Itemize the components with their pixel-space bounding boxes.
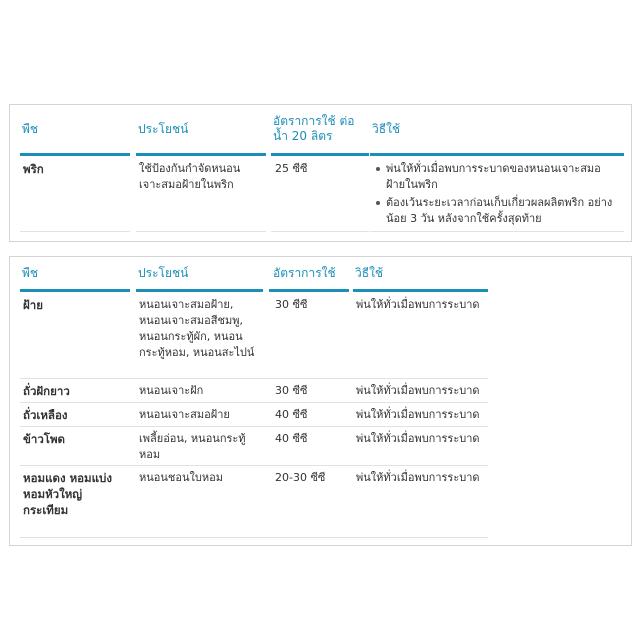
header-underline xyxy=(136,153,266,156)
table-cell-benefit: หนอนชอนใบหอม xyxy=(139,471,223,484)
table-cell-crop: ถั่วฝักยาว xyxy=(23,384,70,398)
table-cell-crop: ถั่วเหลือง xyxy=(23,408,68,422)
header-method: วิธีใช้ xyxy=(355,266,384,280)
method-item: ต้องเว้นระยะเวลาก่อนเก็บเกี่ยวผลผลิตพริก อย่างน้อย 3 วัน หลังจากใช้ครั้งสุดท้าย xyxy=(386,195,616,227)
row-divider xyxy=(271,231,369,232)
header-rate: อัตราการใช้ ต่อน้ำ 20 ลิตร xyxy=(273,114,355,143)
header-underline xyxy=(20,153,130,156)
header-underline xyxy=(271,153,369,156)
header-crop: พืช xyxy=(22,266,39,280)
row-divider xyxy=(20,537,488,538)
method-item: พ่นให้ทั่วเมื่อพบการระบาดของหนอนเจาะสมอฝ้ายในพริก xyxy=(386,161,616,193)
table-cell-method: พ่นให้ทั่วเมื่อพบการระบาด xyxy=(356,384,480,397)
header-benefit: ประโยชน์ xyxy=(138,122,189,136)
header-underline xyxy=(269,289,349,292)
usage-table-crops xyxy=(9,256,632,546)
table-cell-rate: 25 ซีซี xyxy=(275,162,308,175)
header-underline xyxy=(370,153,624,156)
table-cell-rate: 40 ซีซี xyxy=(275,432,308,445)
table-cell-benefit: หนอนเจาะฝัก xyxy=(139,384,204,397)
row-divider xyxy=(136,231,266,232)
table-cell-method: พ่นให้ทั่วเมื่อพบการระบาด xyxy=(356,471,480,484)
table-cell-rate: 20-30 ซีซี xyxy=(275,471,326,484)
row-divider xyxy=(20,465,488,466)
table-cell-method: พ่นให้ทั่วเมื่อพบการระบาด xyxy=(356,408,480,421)
usage-table-chili xyxy=(9,104,632,242)
row-divider xyxy=(20,231,130,232)
header-underline xyxy=(353,289,488,292)
row-divider xyxy=(20,426,488,427)
table-cell-rate: 40 ซีซี xyxy=(275,408,308,421)
table-cell-benefit: เพลี้ยอ่อน, หนอนกระทู้หอม xyxy=(139,432,246,461)
table-cell-benefit: หนอนเจาะสมอฝ้าย xyxy=(139,408,230,421)
table-cell-rate: 30 ซีซี xyxy=(275,298,308,311)
table-cell-rate: 30 ซีซี xyxy=(275,384,308,397)
header-rate: อัตราการใช้ xyxy=(273,266,336,280)
header-underline xyxy=(136,289,263,292)
header-method: วิธีใช้ xyxy=(372,122,401,136)
table-cell-method: พ่นให้ทั่วเมื่อพบการระบาด xyxy=(356,432,480,445)
table-cell-crop: ข้าวโพด xyxy=(23,432,66,446)
table-cell-crop: ฝ้าย xyxy=(23,298,43,312)
row-divider xyxy=(370,231,624,232)
table-cell-benefit: หนอนเจาะสมอฝ้าย, หนอนเจาะสมอสีชมพู, หนอนกระทู้ผัก, หนอนกระทู้หอม, หนอนสะไปน์ xyxy=(139,298,255,359)
row-divider xyxy=(20,378,488,379)
header-crop: พืช xyxy=(22,122,39,136)
header-benefit: ประโยชน์ xyxy=(138,266,189,280)
table-cell-crop: หอมแดง หอมแบ่ง หอมหัวใหญ่ กระเทียม xyxy=(23,471,112,517)
header-underline xyxy=(20,289,130,292)
row-divider xyxy=(20,402,488,403)
table-cell-benefit: ใช้ป้องกันกำจัดหนอนเจาะสมอฝ้ายในพริก xyxy=(139,162,241,191)
table-cell-crop: พริก xyxy=(23,162,44,176)
table-cell-method: พ่นให้ทั่วเมื่อพบการระบาด xyxy=(356,298,480,311)
